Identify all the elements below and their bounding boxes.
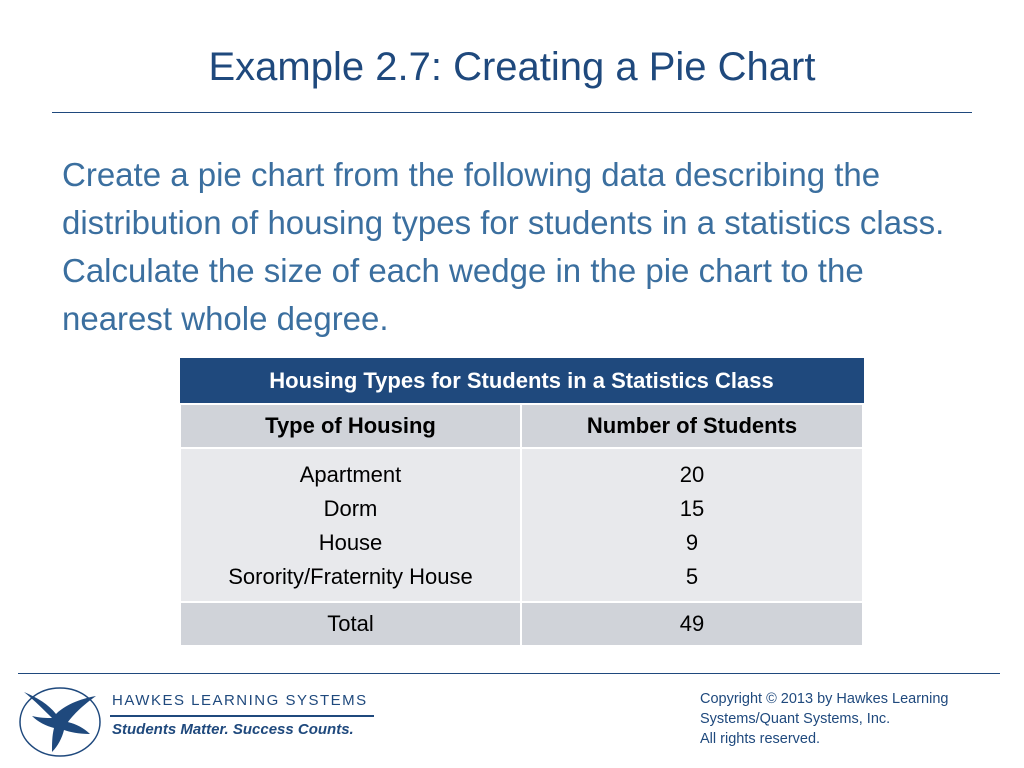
company-divider <box>110 715 374 717</box>
total-label: Total <box>180 602 521 646</box>
copyright-line: Systems/Quant Systems, Inc. <box>700 711 891 727</box>
student-count: 5 <box>685 564 699 589</box>
table-caption: Housing Types for Students in a Statistics Class <box>180 359 863 405</box>
housing-table <box>179 358 864 647</box>
housing-type: Sorority/Fraternity House <box>228 564 473 589</box>
eagle-icon <box>16 682 104 760</box>
student-count: 20 <box>679 462 705 487</box>
table-body-row <box>180 448 863 602</box>
housing-type-list <box>180 448 521 602</box>
housing-type: Dorm <box>323 496 378 521</box>
company-name: HAWKES LEARNING SYSTEMS <box>112 692 368 709</box>
student-count: 15 <box>679 496 705 521</box>
title-divider <box>52 112 972 113</box>
student-count-list <box>521 448 863 602</box>
table-total-row <box>180 602 863 646</box>
copyright-notice <box>700 689 1010 749</box>
column-header-housing-type: Type of Housing <box>180 404 521 448</box>
company-tagline: Students Matter. Success Counts. <box>112 721 354 738</box>
housing-type: Apartment <box>299 462 402 487</box>
student-count: 9 <box>685 530 699 555</box>
copyright-line: All rights reserved. <box>700 731 821 747</box>
copyright-line: Copyright © 2013 by Hawkes Learning <box>700 691 949 707</box>
footer-divider <box>18 673 1000 674</box>
slide-title: Example 2.7: Creating a Pie Chart <box>208 45 816 89</box>
total-value: 49 <box>521 602 863 646</box>
column-header-student-count: Number of Students <box>521 404 863 448</box>
housing-type: House <box>318 530 383 555</box>
body-text: Create a pie chart from the following data describing the distribution of housing types for students in a statistics class. Calculate the size of each wedge in the pie chart to the nearest whole degree. <box>62 156 945 337</box>
